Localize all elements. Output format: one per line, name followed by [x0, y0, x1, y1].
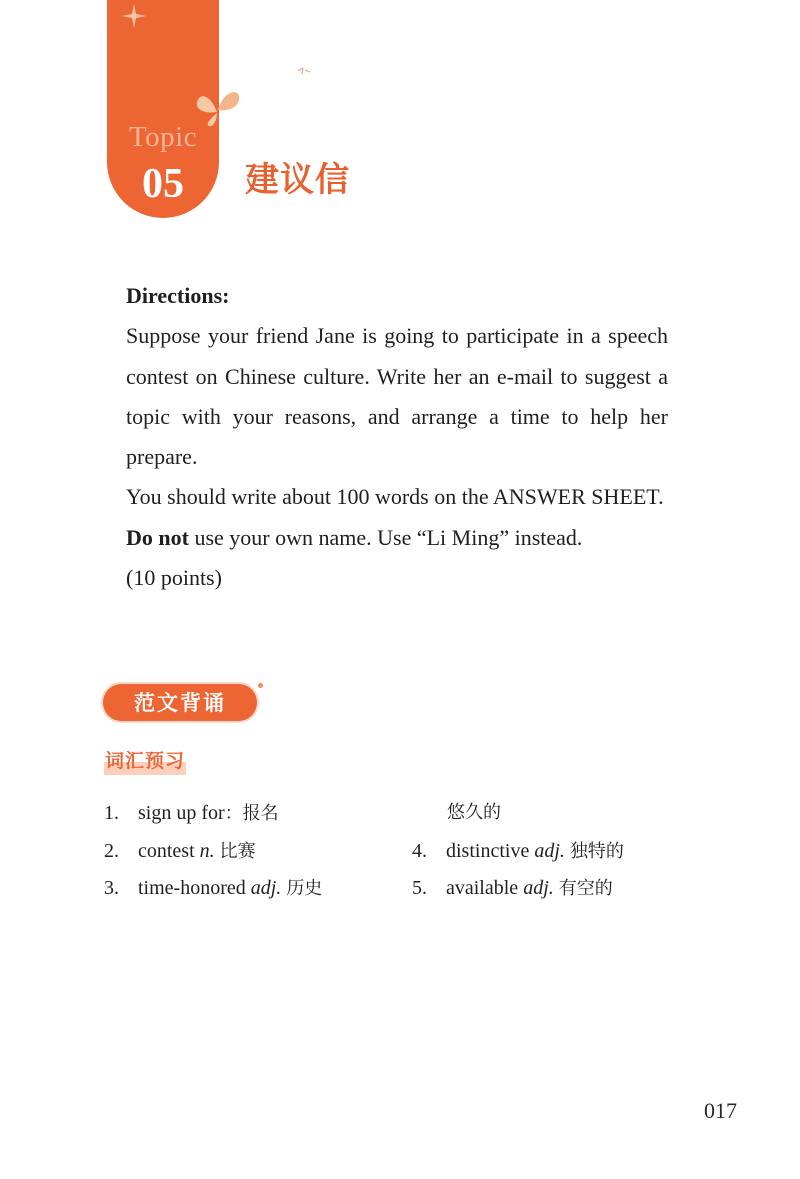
small-sparkle-icon [296, 64, 312, 78]
vocab-word: available [446, 877, 519, 899]
directions-paragraph: You should write about 100 words on the ANSWER SHEET. [126, 484, 664, 510]
vocab-number: 5. [412, 877, 427, 899]
vocab-pos: adj. [523, 877, 554, 899]
vocab-item [412, 875, 613, 902]
vocab-number: 2. [104, 840, 119, 862]
vocab-meaning: 比赛 [219, 841, 256, 862]
butterfly-icon [195, 88, 241, 128]
directions-text: use your own name. Use “Li Ming” instead. [188, 524, 583, 550]
vocab-word: distinctive [446, 840, 530, 862]
vocab-meaning: 独特的 [569, 841, 624, 862]
vocab-pos: adj. [250, 877, 282, 899]
vocab-word: contest [138, 840, 195, 862]
section-banner: 范文背诵 [103, 684, 257, 721]
vocab-meaning: 历史 [286, 878, 323, 899]
vocab-meaning-continued: 悠久的 [447, 802, 501, 823]
directions-paragraph: Suppose your friend Jane is going to participate in a speech contest on Chinese culture. Write her an e-mail to suggest a topic with your reasons, and arrange a time to help her prepare. [126, 323, 668, 470]
vocab-item [104, 875, 322, 902]
topic-number: 05 [142, 161, 184, 207]
topic-word: Topic [128, 121, 198, 153]
vocab-pos: adj. [534, 840, 565, 862]
vocab-number: 4. [412, 840, 427, 862]
points-text: (10 points) [126, 565, 222, 591]
vocab-pos: n. [199, 840, 215, 862]
vocab-item [104, 800, 279, 827]
vocab-item [412, 838, 624, 865]
vocab-meaning: ：报名 [224, 803, 279, 824]
vocab-word: time-honored [138, 877, 246, 899]
page-number: 017 [704, 1098, 737, 1123]
vocab-word: sign up for [138, 802, 225, 824]
directions-block [126, 276, 668, 598]
directions-body [126, 316, 668, 598]
vocab-number: 1. [104, 802, 119, 824]
directions-paragraph [126, 518, 668, 558]
vocab-meaning: 有空的 [558, 878, 613, 899]
directions-heading: Directions: [126, 283, 230, 308]
vocab-number: 3. [104, 877, 119, 899]
sparkle-icon [121, 3, 147, 29]
emphasis-text: Do not [126, 524, 189, 550]
banner-dot [258, 683, 263, 688]
page-title: 建议信 [245, 160, 350, 200]
vocab-heading: 词汇预习 [104, 746, 186, 775]
vocab-item [104, 838, 256, 865]
